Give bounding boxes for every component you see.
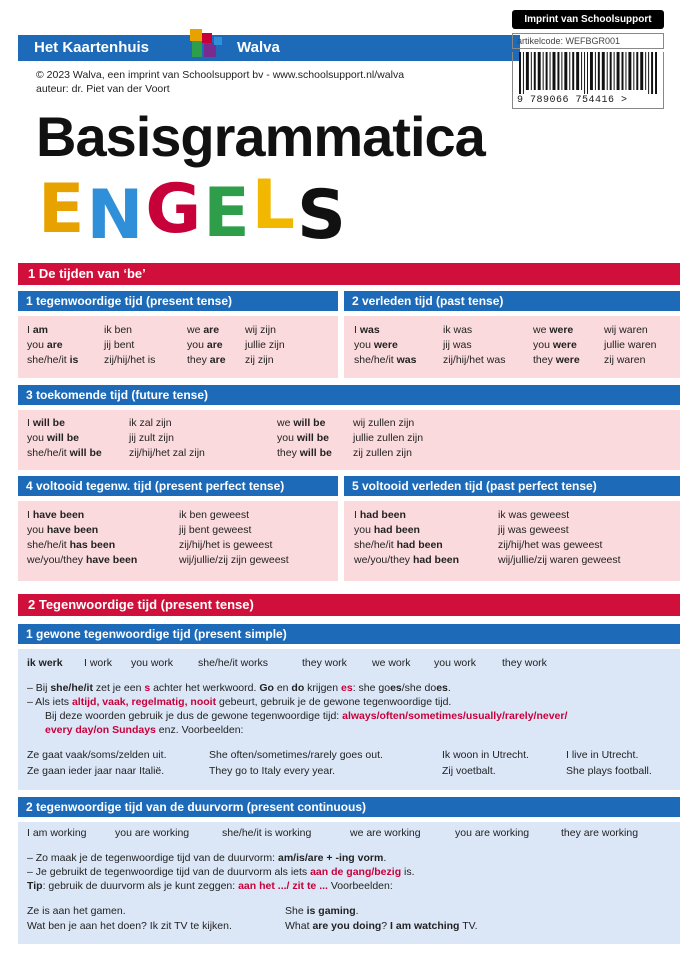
- barcode-box: [512, 10, 664, 115]
- present-simple-header: 1 gewone tegenwoordige tijd (present simple): [18, 624, 680, 644]
- rule-1: – Bij she/he/it zet je een s achter het werkwoord. Go en do krijgen es: she goes/she does.: [27, 682, 451, 694]
- fut-col-2: ik zal zijn jij zult zijn zij/hij/het zal zijn: [129, 417, 205, 459]
- brand-right: Walva: [237, 39, 280, 56]
- past-perfect-header: 5 voltooid verleden tijd (past perfect tense): [344, 476, 680, 496]
- barcode-header: Imprint van Schoolsupport: [512, 10, 664, 29]
- section-2-header: 2 Tegenwoordige tijd (present tense): [18, 594, 680, 616]
- brand-logo-icon: [188, 29, 224, 63]
- past-col-2: ik was jij was zij/hij/het was: [443, 324, 506, 366]
- past-tense-header: 2 verleden tijd (past tense): [344, 291, 680, 311]
- future-tense-box: [18, 410, 680, 470]
- letter-e2: E: [203, 174, 252, 253]
- cont-rule-2: – Je gebruikt de tegenwoordige tijd van de duurvorm als iets aan de gang/bezig is.: [27, 866, 415, 878]
- present-continuous-conjugation: I am working you are working she/he/it is working we are working you are working they are working: [27, 827, 639, 839]
- isbn: 9 789066 754416 >: [512, 94, 664, 109]
- pres-col-4: wij zijn jullie zijn zij zijn: [245, 324, 285, 366]
- present-perfect-header: 4 voltooid tegenw. tijd (present perfect tense): [18, 476, 338, 496]
- example-row-1: Ze gaat vaak/soms/zelden uit. She often/sometimes/rarely goes out. Ik woon in Utrecht. I live in Utrecht.: [27, 749, 639, 761]
- barcode-icon: [512, 52, 664, 94]
- letter-n: N: [86, 176, 146, 255]
- future-tense-header: 3 toekomende tijd (future tense): [18, 385, 680, 405]
- fut-col-1: I will be you will be she/he/it will be: [27, 417, 102, 459]
- letter-l: L: [251, 166, 297, 245]
- author: auteur: dr. Piet van der Voort: [36, 83, 170, 95]
- cont-rule-1: – Zo maak je de tegenwoordige tijd van de duurvorm: am/is/are + -ing vorm.: [27, 852, 387, 864]
- fut-col-4: wij zullen zijn jullie zullen zijn zij zullen zijn: [353, 417, 424, 459]
- subtitle-engels: [38, 166, 348, 255]
- rule-3: Bij deze woorden gebruik je dus de gewone tegenwoordige tijd: always/often/sometimes/usually/rarely/never/: [45, 710, 568, 722]
- present-simple-conjugation: ik werk I work you work she/he/it works they work we work you work they work: [27, 657, 547, 669]
- main-title: Basisgrammatica: [36, 105, 485, 168]
- copyright: © 2023 Walva, een imprint van Schoolsupport bv - www.schoolsupport.nl/walva: [36, 69, 405, 81]
- rule-2: – Als iets altijd, vaak, regelmatig, nooit gebeurt, gebruik je de gewone tegenwoordige tijd.: [27, 696, 452, 708]
- past-col-1: I was you were she/he/it was: [354, 324, 417, 366]
- brand-left: Het Kaartenhuis: [34, 39, 150, 56]
- copyright-block: [36, 68, 404, 96]
- ppast-col-2: ik was geweest jij was geweest zij/hij/het was geweest wij/jullie/zij waren geweest: [498, 509, 621, 566]
- letter-e1: E: [38, 170, 87, 249]
- ppast-col-1: I had been you had been she/he/it had been we/you/they had been: [354, 509, 460, 566]
- fut-col-3: we will be you will be they will be: [277, 417, 332, 459]
- present-continuous-header: 2 tegenwoordige tijd van de duurvorm (present continuous): [18, 797, 680, 817]
- past-col-3: we were you were they were: [533, 324, 580, 366]
- brand-bar: [18, 35, 520, 61]
- present-tense-header: 1 tegenwoordige tijd (present tense): [18, 291, 338, 311]
- article-code: artikelcode: WEFBGR001: [512, 33, 664, 49]
- pres-col-2: ik ben jij bent zij/hij/het is: [104, 324, 156, 366]
- rule-4: every day/on Sundays enz. Voorbeelden:: [45, 724, 244, 736]
- pres-col-3: we are you are they are: [187, 324, 226, 366]
- pp-col-1: I have been you have been she/he/it has been we/you/they have been: [27, 509, 138, 566]
- cont-example-2: Wat ben je aan het doen? Ik zit TV te kijken. What are you doing? I am watching TV.: [27, 920, 478, 932]
- past-col-4: wij waren jullie waren zij waren: [604, 324, 657, 366]
- letter-g: G: [145, 170, 204, 249]
- section-1-header: 1 De tijden van ‘be’: [18, 263, 680, 285]
- pres-col-1: I am you are she/he/it is: [27, 324, 79, 366]
- example-row-2: Ze gaan ieder jaar naar Italië. They go to Italy every year. Zij voetbalt. She plays football.: [27, 765, 652, 777]
- pp-col-2: ik ben geweest jij bent geweest zij/hij/het is geweest wij/jullie/zij zijn geweest: [179, 509, 289, 566]
- cont-example-1: Ze is aan het gamen. She is gaming.: [27, 905, 359, 917]
- letter-s: S: [297, 176, 348, 255]
- cont-rule-3: Tip: gebruik de duurvorm als je kunt zeggen: aan het .../ zit te ... Voorbeelden:: [27, 880, 393, 892]
